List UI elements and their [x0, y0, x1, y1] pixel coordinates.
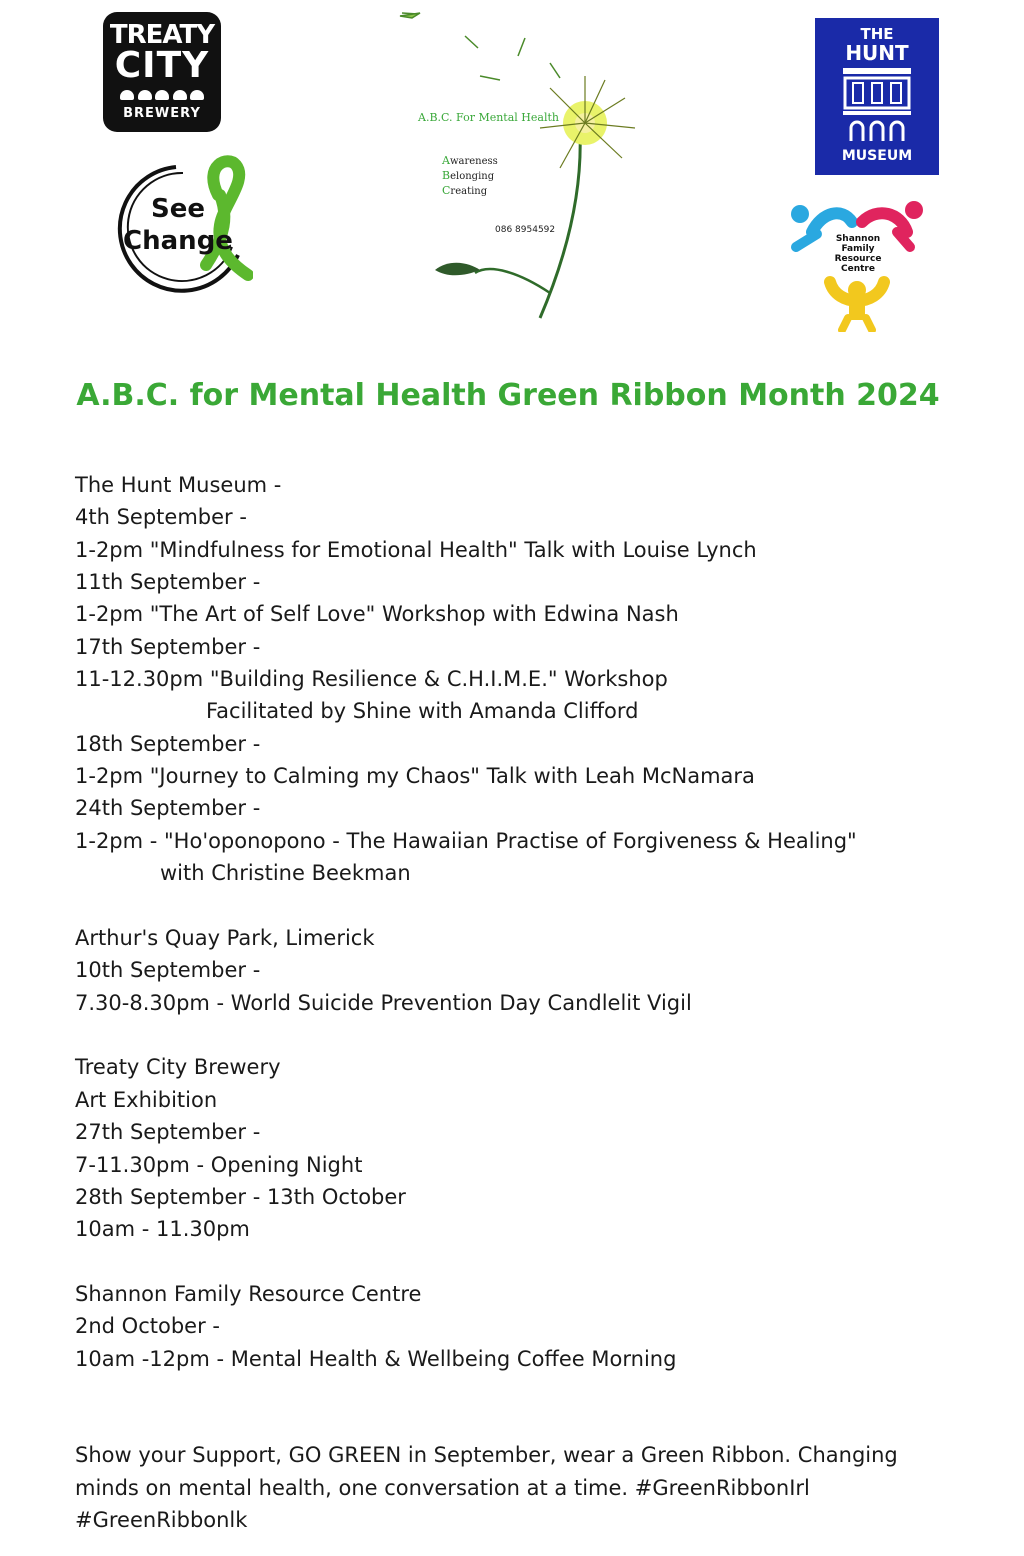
hashtag: #GreenRibbonlk [75, 1508, 248, 1532]
see-change-logo [108, 155, 253, 305]
event-detail: 7.30-8.30pm - World Suicide Prevention Day Candlelit Vigil [75, 991, 692, 1015]
museum-building-icon [837, 66, 917, 146]
event-detail: 10am - 11.30pm [75, 1217, 250, 1241]
logo-text: THE [860, 25, 894, 43]
logo-text: HUNT [845, 41, 909, 65]
venue-heading: The Hunt Museum - [75, 473, 282, 497]
treaty-city-brewery-logo [103, 12, 221, 132]
event-date: 10th September - [75, 958, 261, 982]
dandelion-icon [390, 8, 650, 328]
event-date: 4th September - [75, 505, 247, 529]
event-date: 27th September - [75, 1120, 261, 1144]
see-change-text: See Change [123, 194, 233, 256]
closing-message: minds on mental health, one conversation at a time. #GreenRibbonIrl [75, 1476, 810, 1500]
event-detail: 10am -12pm - Mental Health & Wellbeing Coffee Morning [75, 1347, 677, 1371]
shannon-frc-text: Shannon Family Resource Centre [834, 234, 882, 274]
abc-phone: 086 8954592 [495, 225, 556, 235]
logo-text: TREATY [109, 20, 215, 50]
event-date: 18th September - [75, 732, 261, 756]
venue-heading: Arthur's Quay Park, Limerick [75, 926, 375, 950]
abc-acronym: Awareness Belonging Creating [442, 154, 498, 197]
event-detail: Facilitated by Shine with Amanda Clifford [206, 699, 639, 723]
event-detail: 7-11.30pm - Opening Night [75, 1153, 363, 1177]
logo-text: MUSEUM [841, 148, 913, 164]
venue-heading: Shannon Family Resource Centre [75, 1282, 422, 1306]
event-detail: with Christine Beekman [160, 861, 411, 885]
event-detail: 1-2pm "Journey to Calming my Chaos" Talk with Leah McNamara [75, 764, 755, 788]
closing-message: Show your Support, GO GREEN in September, wear a Green Ribbon. Changing [75, 1443, 898, 1467]
abc-mental-health-logo [390, 8, 650, 328]
venue-heading: Treaty City Brewery [75, 1055, 281, 1079]
logo-text: BREWERY [123, 106, 201, 121]
barrels-icon [120, 90, 204, 100]
hunt-museum-logo [815, 18, 939, 175]
event-detail: 1-2pm "Mindfulness for Emotional Health" Talk with Louise Lynch [75, 538, 757, 562]
event-detail: Art Exhibition [75, 1088, 218, 1112]
shannon-frc-logo [782, 192, 932, 332]
abc-title: A.B.C. For Mental Health [418, 111, 559, 124]
event-date: 28th September - 13th October [75, 1185, 406, 1209]
page-title: A.B.C. for Mental Health Green Ribbon Month 2024 [76, 378, 940, 413]
event-date: 2nd October - [75, 1314, 220, 1338]
event-date: 24th September - [75, 796, 261, 820]
logo-text: CITY [114, 45, 210, 86]
event-detail: 1-2pm "The Art of Self Love" Workshop with Edwina Nash [75, 602, 679, 626]
event-date: 11th September - [75, 570, 261, 594]
event-date: 17th September - [75, 635, 261, 659]
event-detail: 11-12.30pm "Building Resilience & C.H.I.M.E." Workshop [75, 667, 668, 691]
event-detail: 1-2pm - "Ho'oponopono - The Hawaiian Practise of Forgiveness & Healing" [75, 829, 857, 853]
